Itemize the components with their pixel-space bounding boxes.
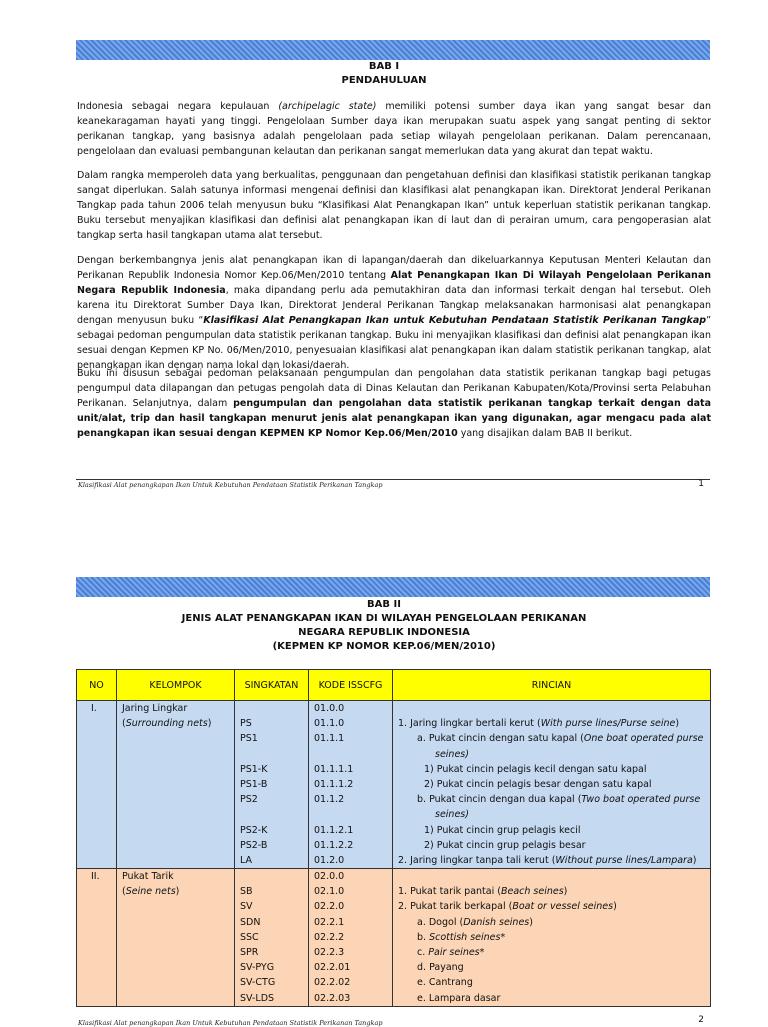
rincian-line: 2. Jaring lingkar tanpa tali kerut (Without purse lines/Lampara) xyxy=(398,854,697,866)
kode-value: 02.1.0 xyxy=(314,886,345,898)
kode-value: 02.2.1 xyxy=(314,916,345,928)
rincian-line: c. Pair seines* xyxy=(417,947,485,958)
singkatan-value: SB xyxy=(240,886,253,898)
cell-singkatan xyxy=(235,869,309,1007)
singkatan-value: PS1-K xyxy=(240,763,268,775)
singkatan-value: PS xyxy=(240,718,252,730)
singkatan-value xyxy=(235,701,308,716)
singkatan-value xyxy=(235,807,308,822)
singkatan-value: SV-CTG xyxy=(240,977,276,989)
kode-value: 02.2.02 xyxy=(314,977,351,989)
rincian-line: 1) Pukat cincin grup pelagis kecil xyxy=(424,824,581,836)
singkatan-value: PS1-B xyxy=(240,778,268,790)
page1-paragraph-1: Indonesia sebagai negara kepulauan (archipelagic state) memiliki potensi sumber daya ikan yang sangat besar dan keanekaragaman hayati yang tinggi. Pengelolaan Sumber daya ikan merupakan suatu aspek yang sangat penting di sektor perikanan tangkap, yang basisnya adalah pengelolaan pada setiap wilayah pengelolaan perikanan. Dalam perencanaan, pengelolaan dan evaluasi pembangunan kelautan dan perikanan sangat memerlukan data yang akurat dan tepat waktu. xyxy=(77,101,711,157)
singkatan-value: SV-LDS xyxy=(240,992,275,1004)
kode-value xyxy=(309,807,392,822)
rincian-line: seines) xyxy=(435,809,469,821)
cell-rincian xyxy=(393,701,711,869)
kode-value: 02.2.01 xyxy=(314,962,351,974)
rincian-line: 2. Pukat tarik berkapal (Boat or vessel seines) xyxy=(398,901,617,913)
rincian-line: seines) xyxy=(435,748,469,760)
cell-kode xyxy=(309,869,393,1007)
singkatan-value: PS1 xyxy=(240,733,258,745)
singkatan-value: PS2-B xyxy=(240,839,268,851)
rincian-line: 1) Pukat cincin pelagis kecil dengan satu kapal xyxy=(424,763,647,775)
rincian-line: b. Scottish seines* xyxy=(417,931,506,943)
kode-value: 01.1.0 xyxy=(314,718,345,730)
singkatan-value xyxy=(235,747,308,762)
page1-header-band xyxy=(76,40,710,60)
kode-value: 02.2.3 xyxy=(314,947,345,958)
page1-bab-label: BAB I xyxy=(368,61,400,72)
page2-bab-label: BAB II xyxy=(367,599,401,610)
rincian-line xyxy=(393,701,710,716)
col-header-no: NO xyxy=(77,670,117,701)
rincian-line: a. Pukat cincin dengan satu kapal (One boat operated purse xyxy=(417,733,704,745)
page2-footer-text: Klasifikasi Alat penangkapan Ikan Untuk Kebutuhan Pendataan Statistik Perikanan Tangkap xyxy=(78,1019,383,1027)
page2-header-band xyxy=(76,577,710,597)
col-header-kelompok: KELOMPOK xyxy=(117,670,235,701)
singkatan-value: PS2 xyxy=(240,794,258,806)
kode-value: 01.1.1 xyxy=(314,733,345,745)
rincian-line: 1. Jaring lingkar bertali kerut (With purse lines/Purse seine) xyxy=(398,718,680,730)
singkatan-value: SDN xyxy=(240,916,261,928)
singkatan-value: LA xyxy=(240,854,253,866)
table-header-row xyxy=(77,670,711,701)
rincian-line: 2) Pukat cincin pelagis besar dengan satu kapal xyxy=(424,778,652,790)
kode-value: 02.2.03 xyxy=(314,992,351,1004)
rincian-line: a. Dogol (Danish seines) xyxy=(417,916,533,928)
col-header-kode: KODE ISSCFG xyxy=(309,670,393,701)
cell-rincian xyxy=(393,869,711,1007)
page1-paragraph-4: Buku ini disusun sebagai pedoman pelaksanaan pengumpulan dan pengolahan data statistik perikanan tangkap bagi petugas pengumpul data dilapangan dan petugas pengolah data di Dinas Kelautan dan Perikanan Kabupaten/Kota/Provinsi serta Pelabuhan Perikanan. Selanjutnya, dalam pengumpulan dan pengolahan data statistik perikanan tangkap terkait dengan data unit/alat, trip dan hasil tangkapan menurut jenis alat penangkapan ikan yang digunakan, agar mengacu pada alat penangkapan ikan sesuai dengan KEPMEN KP Nomor Kep.06/Men/2010 yang disajikan dalam BAB II berikut. xyxy=(77,368,711,439)
kode-value: 01.0.0 xyxy=(314,703,345,714)
rincian-line: 1. Pukat tarik pantai (Beach seines) xyxy=(398,886,568,898)
kode-value: 01.1.2.1 xyxy=(314,824,354,836)
cell-singkatan xyxy=(235,701,309,869)
rincian-line: d. Payang xyxy=(417,962,464,974)
cell-no: I. xyxy=(77,701,117,869)
table-row xyxy=(77,701,711,869)
singkatan-value: SV xyxy=(240,901,253,913)
page2-title-line-3: (KEPMEN KP NOMOR KEP.06/MEN/2010) xyxy=(272,641,496,652)
page1-footer-rule xyxy=(76,479,710,480)
rincian-line: b. Pukat cincin dengan dua kapal (Two boat operated purse xyxy=(417,794,701,806)
cell-kelompok: Pukat Tarik (Seine nets) xyxy=(117,869,235,1007)
kode-value xyxy=(309,747,392,762)
kode-value: 02.2.0 xyxy=(314,901,345,913)
gear-classification-table xyxy=(76,669,711,1007)
kode-value: 01.1.1.1 xyxy=(314,763,354,775)
page1-page-number: 1 xyxy=(698,479,704,489)
singkatan-value: SSC xyxy=(240,931,259,943)
cell-no: II. xyxy=(77,869,117,1007)
rincian-line: e. Lampara dasar xyxy=(417,992,501,1004)
page1-paragraph-3: Dengan berkembangnya jenis alat penangkapan ikan di lapangan/daerah dan dikeluarkannya Keputusan Menteri Kelautan dan Perikanan Republik Indonesia Nomor Kep.06/Men/2010 tentang Alat Penangkapan Ikan Di Wilayah Pengelolaan Perikanan Negara Republik Indonesia, maka dipandang perlu ada pemutakhiran data dan informasi terkait dengan hal tersebut. Oleh karena itu Direktorat Sumber Daya Ikan, Direktorat Jenderal Perikanan Tangkap melaksanakan harmonisasi alat penangkapan dengan menyusun buku “Klasifikasi Alat Penangkapan Ikan untuk Kebutuhan Pendataan Statistik Perikanan Tangkap” sebagai pedoman pengumpulan data statistik perikanan tangkap. Buku ini menyajikan klasifikasi dan definisi alat penangkapan ikan sesuai dengan Kepmen KP No. 06/Men/2010, penyesuaian klasifikasi alat penangkapan ikan dalam statistik perikanan tangkap, alat penangkapan ikan dengan nama lokal dan lokasi/daerah. xyxy=(77,255,711,371)
singkatan-value: SV-PYG xyxy=(240,962,275,974)
rincian-line xyxy=(393,869,710,884)
page1-paragraph-2: Dalam rangka memperoleh data yang berkualitas, penggunaan dan pengetahuan definisi dan klasifikasi statistik perikanan tangkap sangat diperlukan. Salah satunya informasi mengenai definisi dan klasifikasi alat penangkapan ikan. Direktorat Jenderal Perikanan Tangkap pada tahun 2006 telah menyusun buku “Klasifikasi Alat Penangkapan Ikan” untuk keperluan statistik perikanan tangkap. Buku tersebut menyajikan klasifikasi dan definisi alat penangkapan ikan di laut dan di perairan umum, cara pengoperasian alat tangkap serta hasil tangkapan utama alat tersebut. xyxy=(77,170,711,241)
singkatan-value xyxy=(235,869,308,884)
rincian-line: e. Cantrang xyxy=(417,977,473,989)
cell-kode xyxy=(309,701,393,869)
page2-title-line-2: NEGARA REPUBLIK INDONESIA xyxy=(298,627,470,638)
kode-value: 01.1.1.2 xyxy=(314,778,354,790)
page1-footer-text: Klasifikasi Alat penangkapan Ikan Untuk Kebutuhan Pendataan Statistik Perikanan Tangkap xyxy=(78,481,383,489)
kode-value: 01.2.0 xyxy=(314,854,345,866)
page2-title-line-1: JENIS ALAT PENANGKAPAN IKAN DI WILAYAH PENGELOLAAN PERIKANAN xyxy=(181,613,587,624)
page1-title: PENDAHULUAN xyxy=(341,75,427,86)
cell-kelompok: Jaring Lingkar (Surrounding nets) xyxy=(117,701,235,869)
singkatan-value: PS2-K xyxy=(240,824,268,836)
rincian-line: 2) Pukat cincin grup pelagis besar xyxy=(424,839,586,851)
kode-value: 01.1.2 xyxy=(314,794,345,806)
kode-value: 01.1.2.2 xyxy=(314,839,354,851)
singkatan-value: SPR xyxy=(240,947,259,958)
kode-value: 02.2.2 xyxy=(314,931,345,943)
table-row xyxy=(77,869,711,1007)
kode-value: 02.0.0 xyxy=(314,871,345,883)
page2-page-number: 2 xyxy=(698,1015,704,1025)
col-header-singkatan: SINGKATAN xyxy=(235,670,309,701)
col-header-rincian: RINCIAN xyxy=(393,670,711,701)
